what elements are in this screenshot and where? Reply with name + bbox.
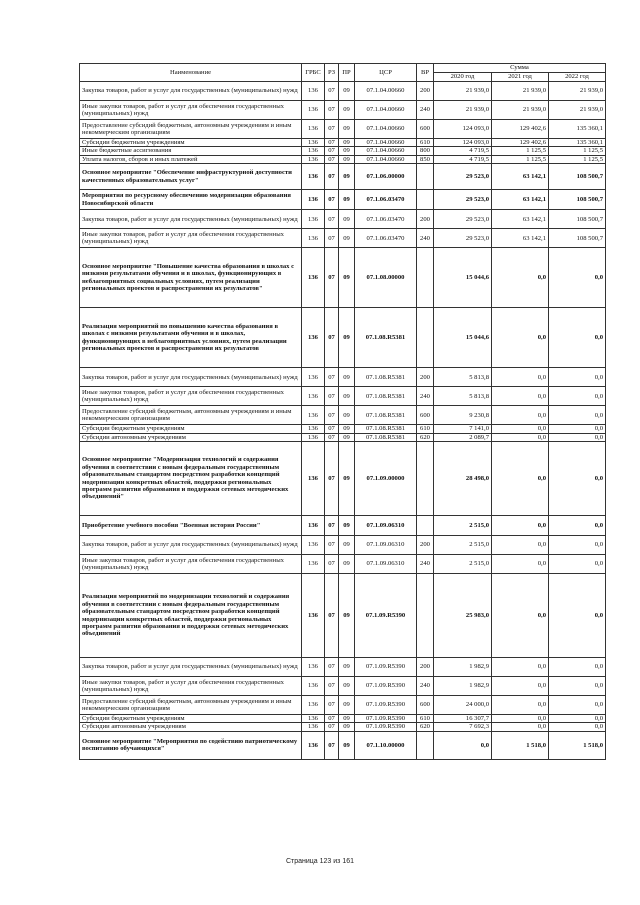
row-year-2022: 21 939,0 [549,101,606,120]
row-pr: 09 [339,442,355,516]
row-year-2020: 25 983,0 [434,574,492,658]
row-vr: 200 [417,658,434,677]
row-name: Основное мероприятие "Мероприятия по содействию патриотическому воспитанию обучающихся" [80,731,302,759]
row-grbs: 136 [302,101,325,120]
row-vr [417,308,434,368]
row-year-2020: 124 093,0 [434,139,492,147]
table-row [80,101,606,120]
row-csr: 07.1.04.00660 [355,101,417,120]
table-row [80,731,606,759]
row-year-2021: 1 125,5 [492,147,549,155]
row-year-2021: 0,0 [492,387,549,406]
row-grbs: 136 [302,574,325,658]
row-rz: 07 [325,248,339,308]
row-vr: 610 [417,139,434,147]
row-csr: 07.1.04.00660 [355,147,417,155]
header-name: Наименование [80,64,302,82]
row-year-2022: 0,0 [549,677,606,696]
table-row [80,387,606,406]
row-csr: 07.1.09.R5390 [355,574,417,658]
row-grbs: 136 [302,190,325,210]
row-csr: 07.1.04.00660 [355,120,417,139]
table-row [80,406,606,425]
row-name: Иные закупки товаров, работ и услуг для обеспечения государственных (муниципальных) нужд [80,229,302,248]
row-year-2022: 0,0 [549,574,606,658]
row-pr: 09 [339,155,355,163]
row-name: Иные закупки товаров, работ и услуг для обеспечения государственных (муниципальных) нужд [80,677,302,696]
row-csr: 07.1.08.R5381 [355,368,417,387]
row-year-2021: 1 518,0 [492,731,549,759]
table-row [80,147,606,155]
row-year-2021: 0,0 [492,555,549,574]
row-rz: 07 [325,210,339,229]
row-year-2020: 5 813,8 [434,368,492,387]
row-grbs: 136 [302,164,325,190]
row-name: Закупка товаров, работ и услуг для государственных (муниципальных) нужд [80,536,302,555]
row-rz: 07 [325,715,339,723]
row-csr: 07.1.09.R5390 [355,658,417,677]
row-pr: 09 [339,723,355,731]
row-rz: 07 [325,516,339,536]
row-name: Субсидии бюджетным учреждениям [80,425,302,433]
row-name: Предоставление субсидий бюджетным, автономным учреждениям и иным некоммерческим организациям [80,696,302,715]
row-year-2021: 63 142,1 [492,190,549,210]
row-vr: 600 [417,120,434,139]
row-year-2022: 0,0 [549,536,606,555]
row-year-2022: 0,0 [549,387,606,406]
row-csr: 07.1.08.R5381 [355,433,417,441]
row-rz: 07 [325,723,339,731]
row-vr: 600 [417,406,434,425]
row-year-2020: 29 523,0 [434,229,492,248]
row-year-2020: 9 230,8 [434,406,492,425]
row-vr: 620 [417,723,434,731]
row-name: Закупка товаров, работ и услуг для государственных (муниципальных) нужд [80,82,302,101]
row-pr: 09 [339,658,355,677]
row-rz: 07 [325,555,339,574]
row-name: Закупка товаров, работ и услуг для государственных (муниципальных) нужд [80,210,302,229]
row-year-2022: 0,0 [549,555,606,574]
page-number: Страница 123 из 161 [285,858,355,865]
table-row [80,433,606,441]
table-row [80,308,606,368]
row-name: Основное мероприятие "Модернизация технологий и содержания обучения в соответствии с новым федеральным государственным образовательным стандартом посредством разработки концепций модернизации конкретных областей, поддержки региональных программ развития образования и поддержки сетевых методических объединений" [80,442,302,516]
row-year-2021: 0,0 [492,425,549,433]
row-year-2021: 0,0 [492,516,549,536]
row-vr: 850 [417,155,434,163]
row-vr: 600 [417,696,434,715]
row-year-2022: 0,0 [549,715,606,723]
row-csr: 07.1.09.06310 [355,516,417,536]
row-year-2020: 7 141,0 [434,425,492,433]
row-vr: 200 [417,536,434,555]
row-csr: 07.1.09.R5390 [355,696,417,715]
row-year-2021: 0,0 [492,368,549,387]
row-rz: 07 [325,387,339,406]
row-rz: 07 [325,658,339,677]
row-year-2020: 5 813,8 [434,387,492,406]
row-vr: 240 [417,677,434,696]
row-pr: 09 [339,574,355,658]
row-grbs: 136 [302,723,325,731]
row-csr: 07.1.04.00660 [355,139,417,147]
row-rz: 07 [325,308,339,368]
row-name: Субсидии автономным учреждениям [80,433,302,441]
row-year-2022: 0,0 [549,658,606,677]
row-vr: 240 [417,555,434,574]
table-row [80,715,606,723]
row-grbs: 136 [302,677,325,696]
row-grbs: 136 [302,308,325,368]
row-csr: 07.1.09.R5390 [355,677,417,696]
row-name: Закупка товаров, работ и услуг для государственных (муниципальных) нужд [80,658,302,677]
row-name: Предоставление субсидий бюджетным, автономным учреждениям и иным некоммерческим организациям [80,120,302,139]
row-year-2021: 0,0 [492,248,549,308]
header-csr: ЦСР [355,64,417,82]
table-row [80,677,606,696]
row-vr [417,731,434,759]
row-grbs: 136 [302,82,325,101]
row-year-2022: 0,0 [549,368,606,387]
row-rz: 07 [325,677,339,696]
row-year-2021: 0,0 [492,723,549,731]
row-vr [417,190,434,210]
header-vr: ВР [417,64,434,82]
row-vr: 610 [417,425,434,433]
row-year-2021: 0,0 [492,658,549,677]
row-csr: 07.1.08.R5381 [355,425,417,433]
row-rz: 07 [325,425,339,433]
row-csr: 07.1.09.R5390 [355,723,417,731]
row-vr: 610 [417,715,434,723]
row-year-2022: 0,0 [549,425,606,433]
row-rz: 07 [325,229,339,248]
row-grbs: 136 [302,425,325,433]
row-pr: 09 [339,308,355,368]
table-row [80,120,606,139]
row-grbs: 136 [302,210,325,229]
row-year-2020: 16 307,7 [434,715,492,723]
row-year-2020: 21 939,0 [434,82,492,101]
row-year-2021: 129 402,6 [492,120,549,139]
row-year-2020: 2 089,7 [434,433,492,441]
table-row [80,425,606,433]
row-name: Иные закупки товаров, работ и услуг для обеспечения государственных (муниципальных) нужд [80,555,302,574]
row-year-2022: 1 125,5 [549,155,606,163]
table-row [80,139,606,147]
row-year-2021: 0,0 [492,433,549,441]
row-pr: 09 [339,147,355,155]
row-year-2022: 1 518,0 [549,731,606,759]
row-year-2021: 0,0 [492,696,549,715]
table-body [80,82,606,760]
row-pr: 09 [339,190,355,210]
header-grbs: ГРБС [302,64,325,82]
row-name: Предоставление субсидий бюджетным, автономным учреждениям и иным некоммерческим организациям [80,406,302,425]
row-name: Уплата налогов, сборов и иных платежей [80,155,302,163]
row-csr: 07.1.09.06310 [355,536,417,555]
row-year-2021: 0,0 [492,308,549,368]
row-csr: 07.1.06.03470 [355,190,417,210]
row-grbs: 136 [302,387,325,406]
row-rz: 07 [325,536,339,555]
row-name: Иные закупки товаров, работ и услуг для обеспечения государственных (муниципальных) нужд [80,101,302,120]
row-pr: 09 [339,696,355,715]
row-name: Субсидии бюджетным учреждениям [80,715,302,723]
header-sum: Сумма [434,64,606,73]
row-year-2021: 21 939,0 [492,101,549,120]
row-rz: 07 [325,574,339,658]
row-year-2020: 24 000,0 [434,696,492,715]
row-rz: 07 [325,155,339,163]
row-year-2022: 108 500,7 [549,164,606,190]
row-year-2020: 4 719,5 [434,147,492,155]
row-pr: 09 [339,101,355,120]
row-rz: 07 [325,731,339,759]
table-row [80,574,606,658]
row-year-2021: 0,0 [492,406,549,425]
row-name: Реализация мероприятий по модернизации технологий и содержания обучения в соответствии с новым федеральным государственным образовательным стандартом посредством разработки концепций модернизации конкретных областей, поддержки региональных программ развития образования и поддержки сетевых методических объединений [80,574,302,658]
row-csr: 07.1.08.R5381 [355,406,417,425]
table-row [80,190,606,210]
row-year-2022: 0,0 [549,308,606,368]
row-year-2020: 15 044,6 [434,248,492,308]
row-grbs: 136 [302,139,325,147]
row-vr: 240 [417,387,434,406]
header-rz: РЗ [325,64,339,82]
row-grbs: 136 [302,229,325,248]
row-name: Основное мероприятие "Обеспечение инфраструктурной доступности качественных образовательных услуг" [80,164,302,190]
row-year-2021: 1 125,5 [492,155,549,163]
table-row [80,210,606,229]
header-year-2021: 2021 год [492,73,549,82]
row-year-2021: 21 939,0 [492,82,549,101]
row-name: Основное мероприятие "Повышение качества образования в школах с низкими результатами обучения и в школах, функционирующих в неблагоприятных социальных условиях, путем реализации региональных проектов и распространения их результатов" [80,248,302,308]
row-name: Субсидии бюджетным учреждениям [80,139,302,147]
row-rz: 07 [325,120,339,139]
row-vr: 800 [417,147,434,155]
row-csr: 07.1.04.00660 [355,155,417,163]
row-year-2022: 0,0 [549,248,606,308]
row-pr: 09 [339,120,355,139]
row-rz: 07 [325,433,339,441]
row-year-2022: 0,0 [549,442,606,516]
row-vr [417,442,434,516]
row-pr: 09 [339,516,355,536]
row-vr: 200 [417,210,434,229]
row-year-2020: 0,0 [434,731,492,759]
budget-table [79,63,606,760]
row-name: Мероприятия по ресурсному обеспечению модернизации образования Новосибирской области [80,190,302,210]
row-year-2021: 129 402,6 [492,139,549,147]
table-row [80,248,606,308]
row-vr: 620 [417,433,434,441]
row-year-2020: 1 982,9 [434,658,492,677]
row-rz: 07 [325,190,339,210]
row-year-2020: 2 515,0 [434,536,492,555]
row-rz: 07 [325,696,339,715]
row-year-2020: 7 692,3 [434,723,492,731]
row-year-2022: 0,0 [549,406,606,425]
row-year-2021: 63 142,1 [492,164,549,190]
row-year-2020: 29 523,0 [434,210,492,229]
row-pr: 09 [339,406,355,425]
row-rz: 07 [325,164,339,190]
row-csr: 07.1.08.R5381 [355,308,417,368]
row-pr: 09 [339,677,355,696]
row-pr: 09 [339,210,355,229]
row-pr: 09 [339,368,355,387]
row-year-2020: 2 515,0 [434,555,492,574]
row-rz: 07 [325,442,339,516]
row-year-2020: 1 982,9 [434,677,492,696]
row-grbs: 136 [302,368,325,387]
row-vr: 240 [417,229,434,248]
row-year-2022: 0,0 [549,696,606,715]
row-csr: 07.1.10.00000 [355,731,417,759]
table-row [80,555,606,574]
row-year-2021: 0,0 [492,677,549,696]
row-name: Закупка товаров, работ и услуг для государственных (муниципальных) нужд [80,368,302,387]
row-pr: 09 [339,82,355,101]
row-grbs: 136 [302,555,325,574]
row-year-2022: 135 360,1 [549,120,606,139]
row-rz: 07 [325,368,339,387]
row-year-2020: 124 093,0 [434,120,492,139]
row-year-2022: 1 125,5 [549,147,606,155]
row-grbs: 136 [302,731,325,759]
row-year-2020: 2 515,0 [434,516,492,536]
row-pr: 09 [339,425,355,433]
table-row [80,536,606,555]
row-grbs: 136 [302,715,325,723]
row-grbs: 136 [302,147,325,155]
row-csr: 07.1.06.03470 [355,210,417,229]
row-grbs: 136 [302,658,325,677]
table-row [80,723,606,731]
row-vr: 240 [417,101,434,120]
row-pr: 09 [339,433,355,441]
row-csr: 07.1.09.R5390 [355,715,417,723]
row-csr: 07.1.04.00660 [355,82,417,101]
header-year-2022: 2022 год [549,73,606,82]
row-year-2020: 28 498,0 [434,442,492,516]
row-pr: 09 [339,387,355,406]
row-pr: 09 [339,555,355,574]
row-rz: 07 [325,147,339,155]
row-year-2021: 0,0 [492,574,549,658]
row-pr: 09 [339,248,355,308]
row-rz: 07 [325,82,339,101]
table-row [80,368,606,387]
row-grbs: 136 [302,442,325,516]
row-year-2022: 135 360,1 [549,139,606,147]
row-csr: 07.1.09.06310 [355,555,417,574]
table-row [80,164,606,190]
row-pr: 09 [339,731,355,759]
row-year-2020: 15 044,6 [434,308,492,368]
table-row [80,658,606,677]
row-grbs: 136 [302,516,325,536]
row-year-2022: 108 500,7 [549,229,606,248]
row-year-2021: 63 142,1 [492,210,549,229]
row-year-2020: 4 719,5 [434,155,492,163]
row-year-2020: 21 939,0 [434,101,492,120]
row-grbs: 136 [302,696,325,715]
row-grbs: 136 [302,120,325,139]
row-csr: 07.1.09.00000 [355,442,417,516]
row-vr: 200 [417,82,434,101]
table-row [80,155,606,163]
table-row [80,442,606,516]
budget-table-container [79,63,605,760]
row-pr: 09 [339,536,355,555]
header-year-2020: 2020 год [434,73,492,82]
row-year-2021: 0,0 [492,536,549,555]
row-year-2022: 108 500,7 [549,210,606,229]
row-rz: 07 [325,406,339,425]
row-name: Иные бюджетные ассигнования [80,147,302,155]
row-vr [417,164,434,190]
row-vr: 200 [417,368,434,387]
row-year-2022: 21 939,0 [549,82,606,101]
row-name: Приобретение учебного пособия "Военная история России" [80,516,302,536]
row-grbs: 136 [302,433,325,441]
row-csr: 07.1.06.00000 [355,164,417,190]
row-name: Реализация мероприятий по повышению качества образования в школах с низкими результатами обучения и в школах, функционирующих в неблагоприятных условиях, путем реализации региональных проектов и распространения их результатов [80,308,302,368]
row-year-2022: 108 500,7 [549,190,606,210]
row-vr [417,248,434,308]
row-grbs: 136 [302,406,325,425]
row-vr [417,516,434,536]
row-year-2020: 29 523,0 [434,190,492,210]
row-rz: 07 [325,139,339,147]
row-grbs: 136 [302,536,325,555]
row-name: Субсидии автономным учреждениям [80,723,302,731]
row-year-2021: 63 142,1 [492,229,549,248]
row-year-2020: 29 523,0 [434,164,492,190]
row-year-2021: 0,0 [492,715,549,723]
table-row [80,696,606,715]
row-grbs: 136 [302,155,325,163]
row-year-2022: 0,0 [549,723,606,731]
header-pr: ПР [339,64,355,82]
row-year-2022: 0,0 [549,516,606,536]
row-grbs: 136 [302,248,325,308]
row-pr: 09 [339,715,355,723]
row-csr: 07.1.08.R5381 [355,387,417,406]
row-csr: 07.1.08.00000 [355,248,417,308]
row-pr: 09 [339,229,355,248]
row-pr: 09 [339,164,355,190]
row-csr: 07.1.06.03470 [355,229,417,248]
row-pr: 09 [339,139,355,147]
table-row [80,516,606,536]
row-vr [417,574,434,658]
row-rz: 07 [325,101,339,120]
table-row [80,229,606,248]
table-row [80,82,606,101]
row-name: Иные закупки товаров, работ и услуг для обеспечения государственных (муниципальных) нужд [80,387,302,406]
row-year-2021: 0,0 [492,442,549,516]
row-year-2022: 0,0 [549,433,606,441]
